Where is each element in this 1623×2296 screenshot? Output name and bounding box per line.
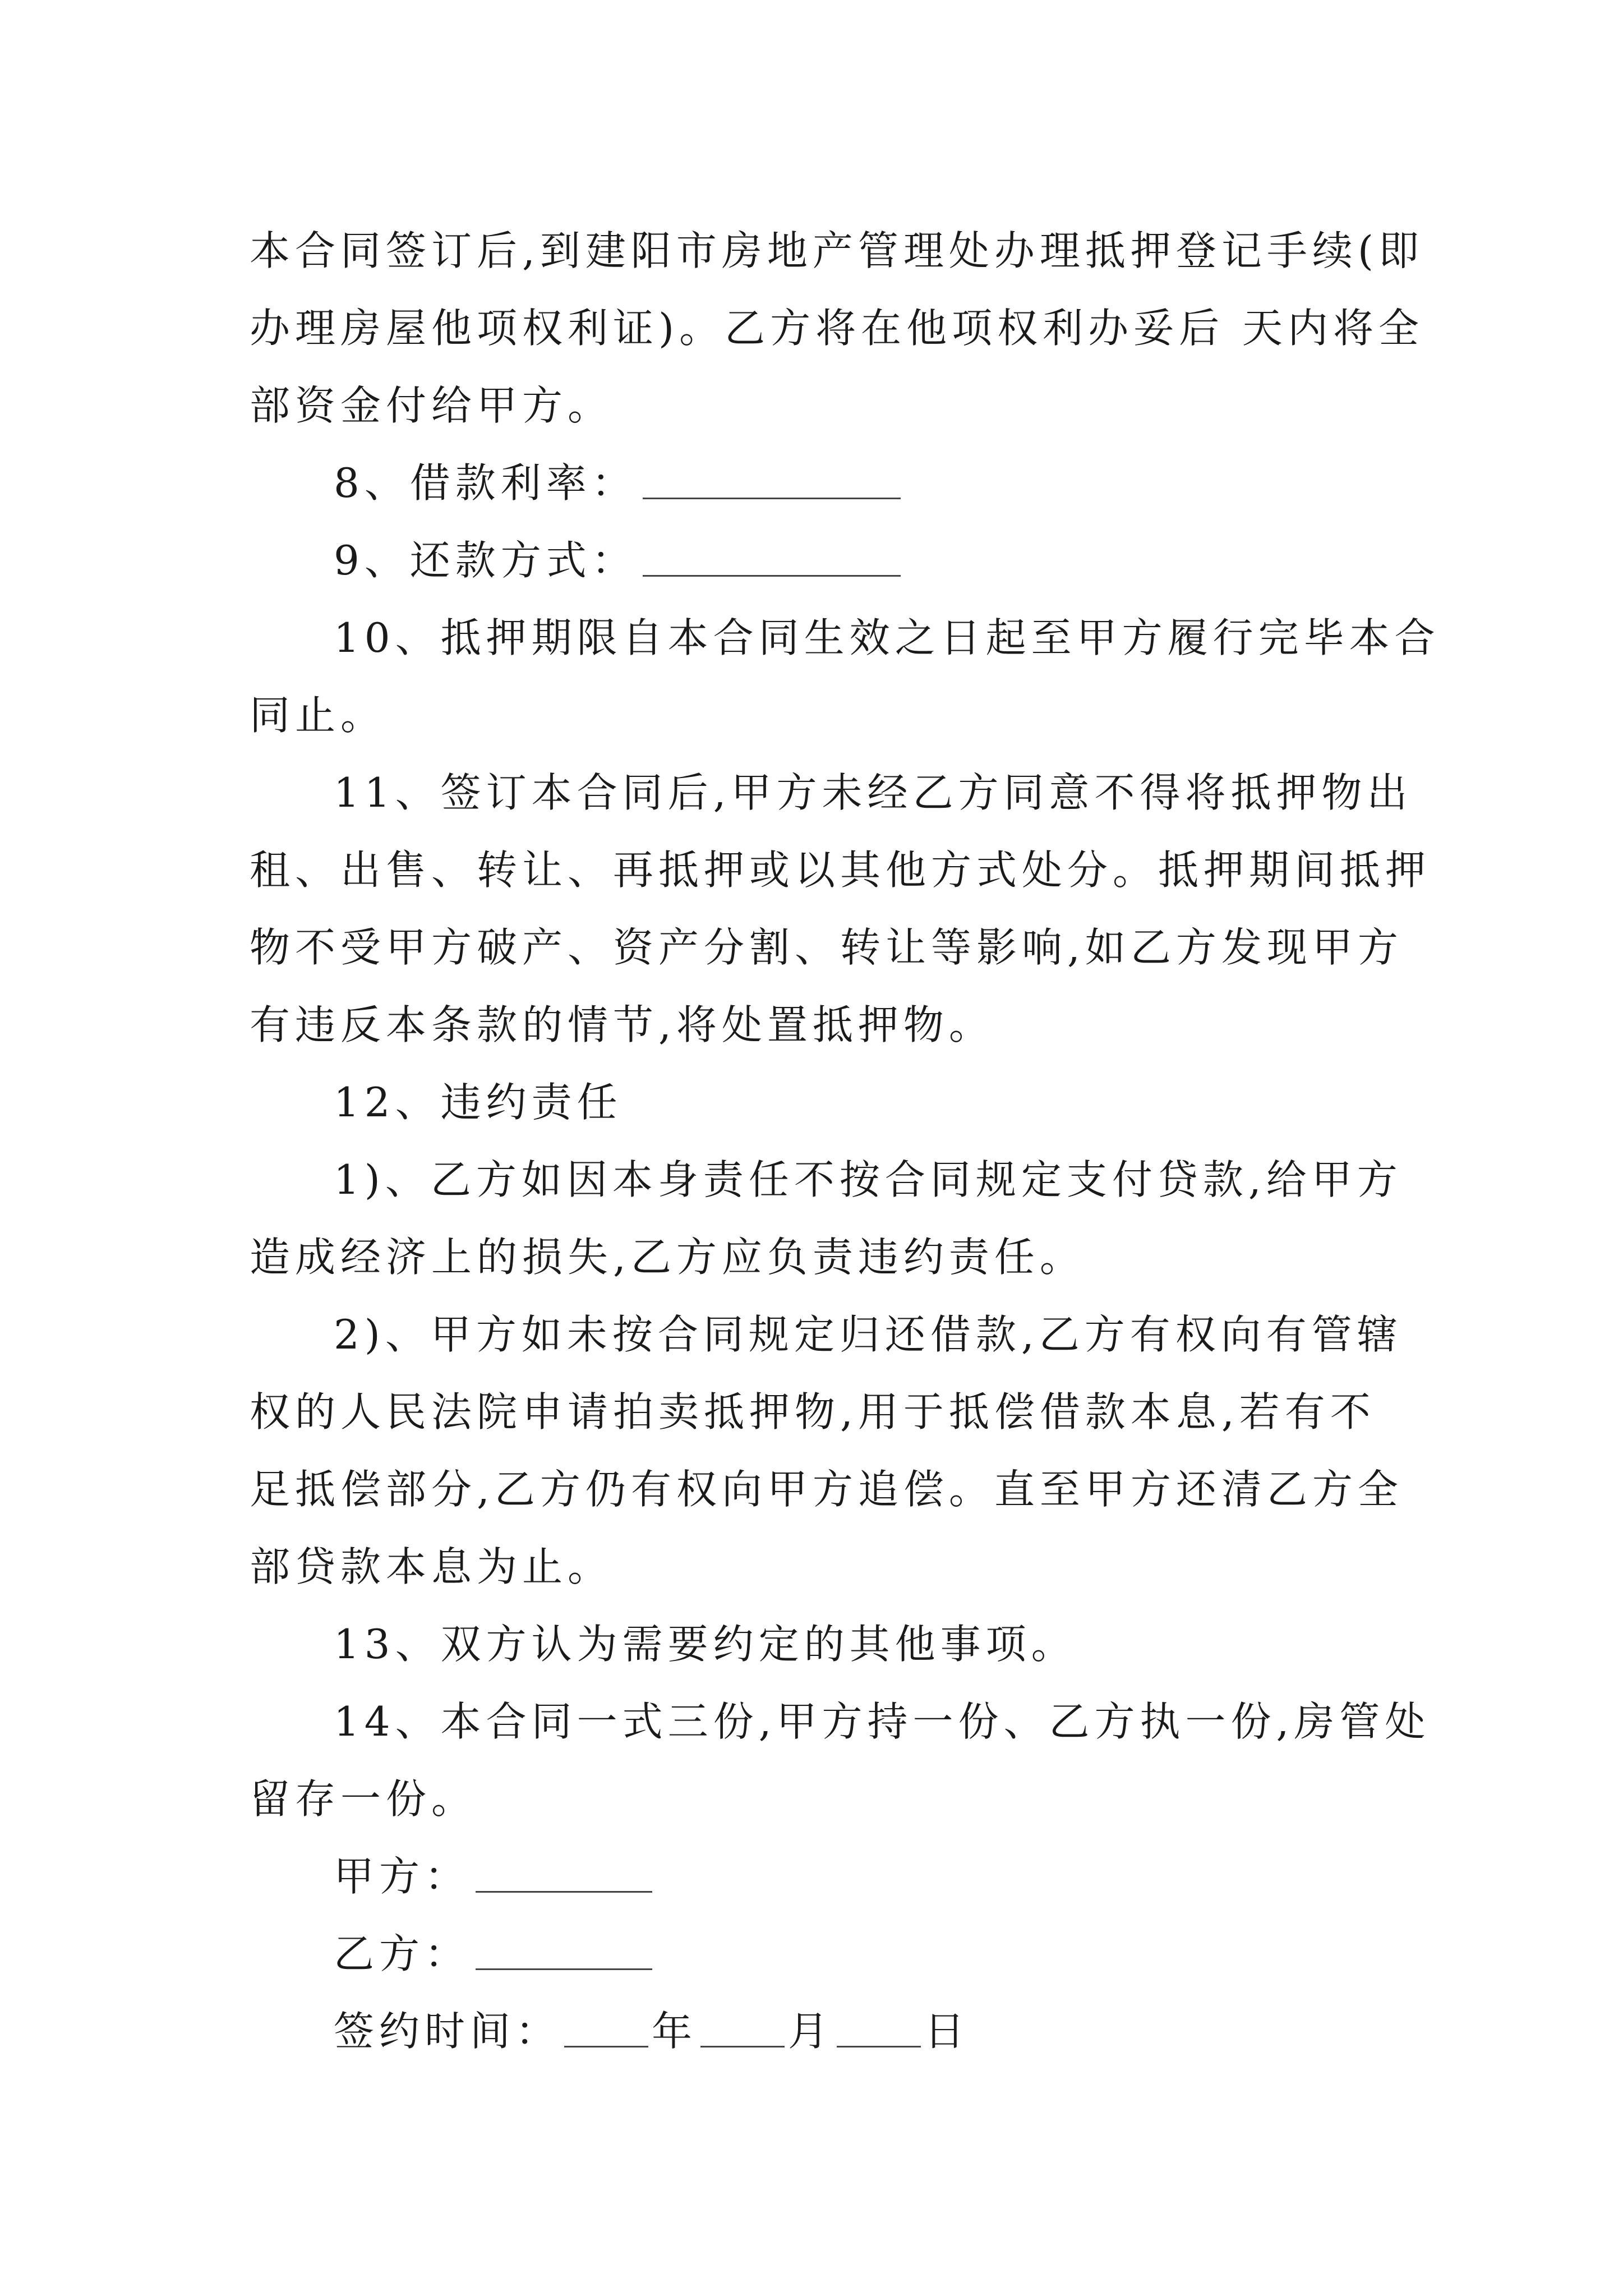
party-a-label: 甲方： — [334, 1853, 471, 1900]
clause-12-1-line-2: 造成经济上的损失,乙方应负责违约责任。 — [250, 1234, 1085, 1281]
clause-7-line-2: 办理房屋他项权利证)。乙方将在他项权利办妥后 天内将全 — [250, 305, 1424, 352]
clause-9 — [250, 522, 1377, 599]
party-b-label: 乙方： — [334, 1930, 471, 1977]
year-label: 年 — [652, 2008, 698, 2055]
clause-13: 13、双方认为需要约定的其他事项。 — [334, 1621, 1077, 1668]
clause-12-2-line-1: 2)、甲方如未按合同规定归还借款,乙方有权向有管辖 — [334, 1311, 1403, 1358]
interest-rate-label: 8、借款利率： — [334, 459, 637, 507]
clause-12-2-line-2: 权的人民法院申请拍卖抵押物,用于抵偿借款本息,若有不 — [250, 1388, 1376, 1435]
month-label: 月 — [788, 2008, 834, 2055]
day-blank — [837, 2011, 921, 2047]
clause-7-line-1: 本合同签订后,到建阳市房地产管理处办理抵押登记手续(即 — [250, 227, 1424, 274]
clause-11-line-2: 租、出售、转让、再抵押或以其他方式处分。抵押期间抵押 — [250, 846, 1431, 894]
party-b-blank — [476, 1934, 652, 1970]
repayment-method-label: 9、还款方式： — [334, 537, 637, 584]
party-b-line — [250, 1915, 1377, 1993]
clause-12-2-line-3: 足抵偿部分,乙方仍有权向甲方追偿。直至甲方还清乙方全 — [250, 1466, 1403, 1513]
clause-12-title: 12、违约责任 — [334, 1079, 623, 1126]
party-a-line — [250, 1838, 1377, 1915]
clause-10-line-1: 10、抵押期限自本合同生效之日起至甲方履行完毕本合 — [334, 614, 1440, 661]
clause-14-line-2: 留存一份。 — [250, 1775, 477, 1823]
month-blank — [700, 2011, 785, 2047]
clause-14-line-1: 14、本合同一式三份,甲方持一份、乙方执一份,房管处 — [334, 1698, 1431, 1745]
clause-11-line-1: 11、签订本合同后,甲方未经乙方同意不得将抵押物出 — [334, 769, 1413, 816]
clause-12-1-line-1: 1)、乙方如因本身责任不按合同规定支付贷款,给甲方 — [334, 1156, 1403, 1203]
day-label: 日 — [924, 2008, 970, 2055]
clause-11-line-4: 有违反本条款的情节,将处置抵押物。 — [250, 1001, 994, 1048]
clause-11-line-3: 物不受甲方破产、资产分割、转让等影响,如乙方发现甲方 — [250, 924, 1403, 971]
year-blank — [564, 2011, 648, 2047]
contract-page — [250, 212, 1440, 2070]
sign-time-label: 签约时间： — [334, 2008, 561, 2055]
interest-rate-blank — [643, 463, 901, 499]
clause-12-2-line-4: 部贷款本息为止。 — [250, 1543, 614, 1590]
clause-10-line-2: 同止。 — [250, 692, 386, 739]
clause-8 — [250, 444, 1377, 522]
clause-7-line-3: 部资金付给甲方。 — [250, 382, 614, 429]
party-a-blank — [476, 1856, 652, 1893]
sign-time-line — [250, 1993, 1377, 2070]
repayment-method-blank — [643, 540, 901, 577]
